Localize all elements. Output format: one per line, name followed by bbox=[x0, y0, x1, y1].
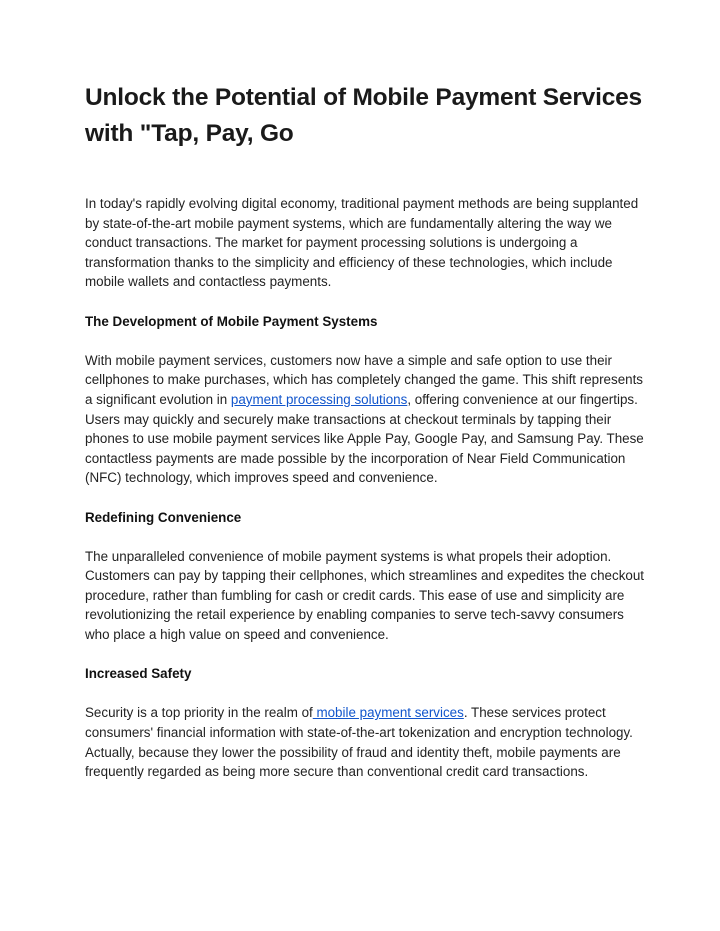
development-paragraph-2: Users may quickly and securely make transactions at checkout terminals by tapping their phones to use mobile payment services like Apple Pay, Google Pay, and Samsung Pay. These contactless payments are made possible by the incorporation of Near Field Communication (NFC) technology, which improves speed and convenience. bbox=[85, 411, 644, 486]
document-title: Unlock the Potential of Mobile Payment Services with "Tap, Pay, Go bbox=[85, 84, 642, 147]
text-run: , offering convenience at our fingertips. bbox=[407, 391, 638, 407]
spacer bbox=[85, 152, 645, 194]
spacer bbox=[85, 292, 645, 312]
development-paragraph-1 bbox=[85, 351, 645, 410]
spacer bbox=[85, 645, 645, 665]
spacer bbox=[85, 331, 645, 351]
safety-paragraph bbox=[85, 703, 645, 781]
spacer bbox=[85, 684, 645, 704]
section-heading-safety: Increased Safety bbox=[85, 666, 192, 682]
section-heading-convenience: Redefining Convenience bbox=[85, 509, 242, 525]
spacer bbox=[85, 488, 645, 508]
text-run: With mobile payment services, customers now have a simple and safe option to use their cellphones to make purchases, which has completely changed the game. This shift represents a significant evolution in bbox=[85, 352, 643, 407]
section-heading-development: The Development of Mobile Payment Systems bbox=[85, 313, 378, 329]
mobile-payment-services-link[interactable]: mobile payment services bbox=[312, 705, 464, 721]
intro-paragraph: In today's rapidly evolving digital economy, traditional payment methods are being supplanted by state-of-the-art mobile payment systems, which are fundamentally altering the way we conduct transactions. The market for payment processing solutions is undergoing a transformation thanks to the simplicity and efficiency of these technologies, which include mobile wallets and contactless payments. bbox=[85, 196, 639, 290]
document-page bbox=[85, 80, 645, 782]
convenience-paragraph: The unparalleled convenience of mobile payment systems is what propels their adoption. Customers can pay by tapping their cellphones, which streamlines and expedites the checkout procedure, rather than fumbling for cash or credit cards. This ease of use and simplicity are revolutionizing the retail experience by enabling companies to serve tech-savvy consumers who place a high value on speed and convenience. bbox=[85, 548, 645, 643]
payment-processing-solutions-link[interactable]: payment processing solutions bbox=[230, 391, 408, 407]
spacer bbox=[85, 527, 645, 547]
text-run: . These services protect consumers' financial information with state-of-the-art tokenization and encryption technology. Actually, because they lower the possibility of fraud and identity theft, mobile payments are frequently regarded as being more secure than conventional credit card transactions. bbox=[85, 705, 633, 780]
text-run: Security is a top priority in the realm of bbox=[85, 705, 313, 721]
